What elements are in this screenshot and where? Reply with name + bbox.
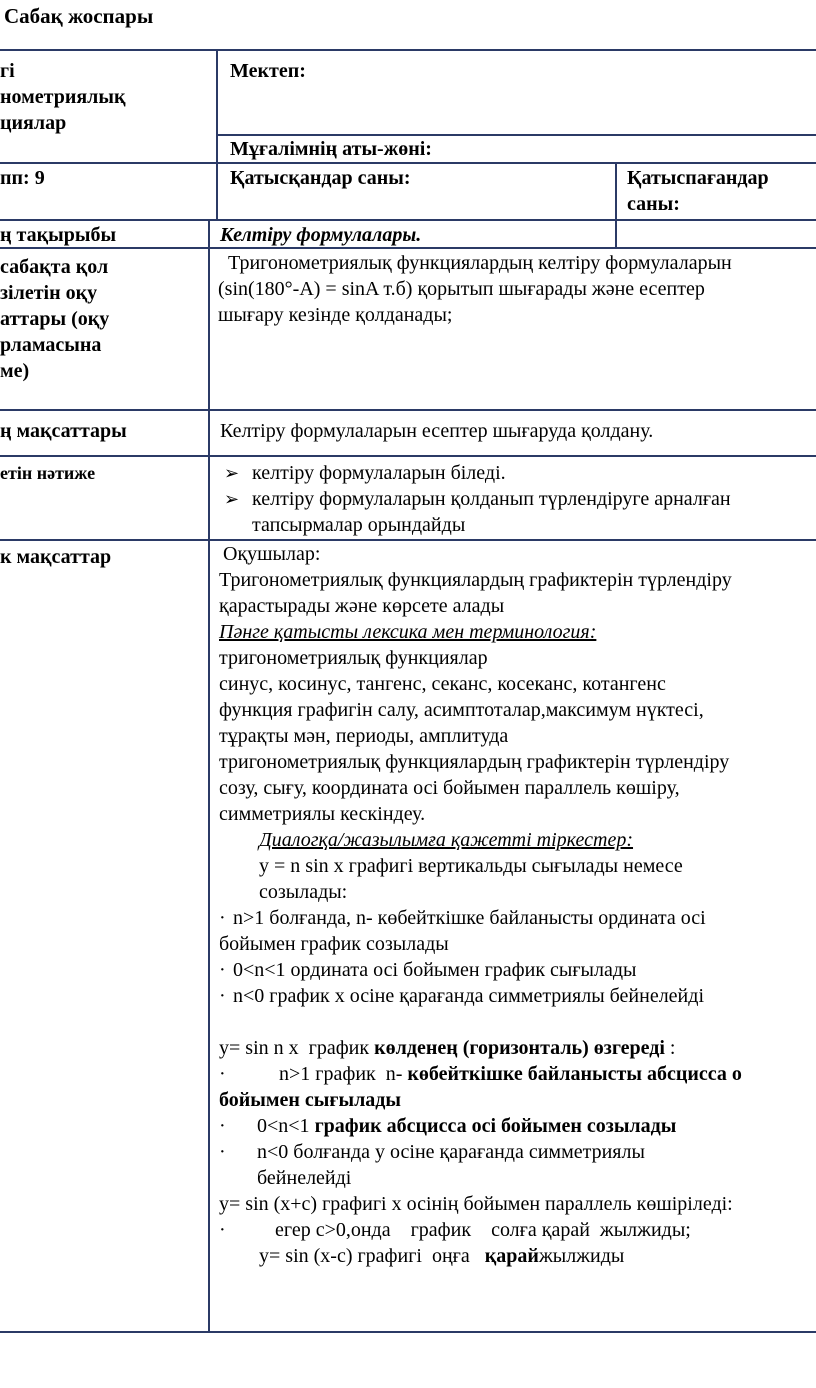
table-divider — [0, 455, 816, 457]
list-item: ➢ келтіру формулаларын қолданып түрлендіруге арналған — [224, 488, 731, 510]
results-label: етін нәтиже — [0, 463, 96, 483]
unit-label: гі нометриялық циялар — [0, 60, 126, 134]
absent-count-label: Қатыспағандар саны: — [627, 167, 769, 215]
table-border-top — [0, 49, 816, 51]
objectives-formula: (sin(180°-A) = sinA т.б) — [218, 278, 413, 300]
aims-label: ң мақсаттары — [0, 420, 127, 442]
present-count-label: Қатысқандар саны: — [230, 167, 411, 189]
vocab-heading: Пәнге қатысты лексика мен терминология: — [219, 621, 597, 643]
list-item: ➢ келтіру формулаларын біледі. — [224, 462, 506, 484]
table-column-divider — [615, 162, 617, 247]
topic-value: Келтіру формулалары. — [220, 224, 422, 246]
page-title: Сабақ жоспары — [4, 4, 154, 28]
arrow-bullet-icon: ➢ — [224, 489, 240, 509]
table-divider — [0, 162, 816, 164]
phrases-heading: Диалогқа/жазылымға қажетті тіркестер: — [259, 829, 634, 851]
topic-label: ң тақырыбы — [0, 224, 117, 246]
language-goals-content: Оқушылар: Тригонометриялық функциялардың графиктерін түрлендіру қарастырады және көрсете алады Пәнге қатысты лексика мен терминология: тригонометриялық функциялар синус, косинус, тангенс, секанс, косеканс, котангенс функция графигін салу, асимптоталар,максимум нүктесі, тұрақты мән, периоды, амплитуда тригонометриялық функциялардың графиктерін түрлендіру созу, сығу, координата осі бойымен параллель көшіру, симметриялы кескіндеу. Диалогқа/жазылымға қажетті тіркестер: y = n sin x графигі вертикальды сығылады немесе созылады: · n>1 болғанда, n- көбейткішке байланысты ордината осі бойымен график созылады · 0<n<1 ордината осі бойымен график сығылады · n<0 график x осіне қарағанда симметриялы бейнелейді y= sin n x график көлденең (горизонталь) өзгереді : · n>1 график n- көбейткішке байланысты абсцисса о бойымен сығылады · 0<n<1 график абсцисса осі бойымен созылады · n<0 болғанда y осіне қарағанда симметриялы бейнелейді y= sin (x+c) графигі x осінің бойымен параллель көшіріледі: · егер c>0,онда график солға қарай жылжиды; y= sin (x-c) графигі оңға қарайжылжиды — [219, 543, 742, 1267]
teacher-name-label: Мұғалімнің аты-жөні: — [230, 138, 432, 160]
table-divider — [0, 409, 816, 411]
objectives-value: Тригонометриялық функциялардың келтіру формулаларын (sin(180°-A) = sinA т.б) қорытып шығарады және есептер шығару кезінде қолданады; — [218, 252, 732, 326]
class-label: пп: 9 — [0, 167, 45, 189]
table-divider — [0, 219, 816, 221]
results-list — [224, 460, 731, 538]
table-border-bottom — [0, 1331, 816, 1333]
language-goals-label: к мақсаттар — [0, 546, 112, 568]
table-column-divider — [208, 219, 210, 1333]
list-item: тапсырмалар орындайды — [252, 514, 466, 536]
arrow-bullet-icon: ➢ — [224, 463, 240, 483]
aims-value: Келтіру формулаларын есептер шығаруда қолдану. — [220, 420, 654, 442]
objectives-label: сабақта қол зілетін оқу аттары (оқу рламасына ме) — [0, 256, 110, 382]
school-label: Мектеп: — [230, 60, 306, 82]
table-column-divider — [216, 49, 218, 219]
